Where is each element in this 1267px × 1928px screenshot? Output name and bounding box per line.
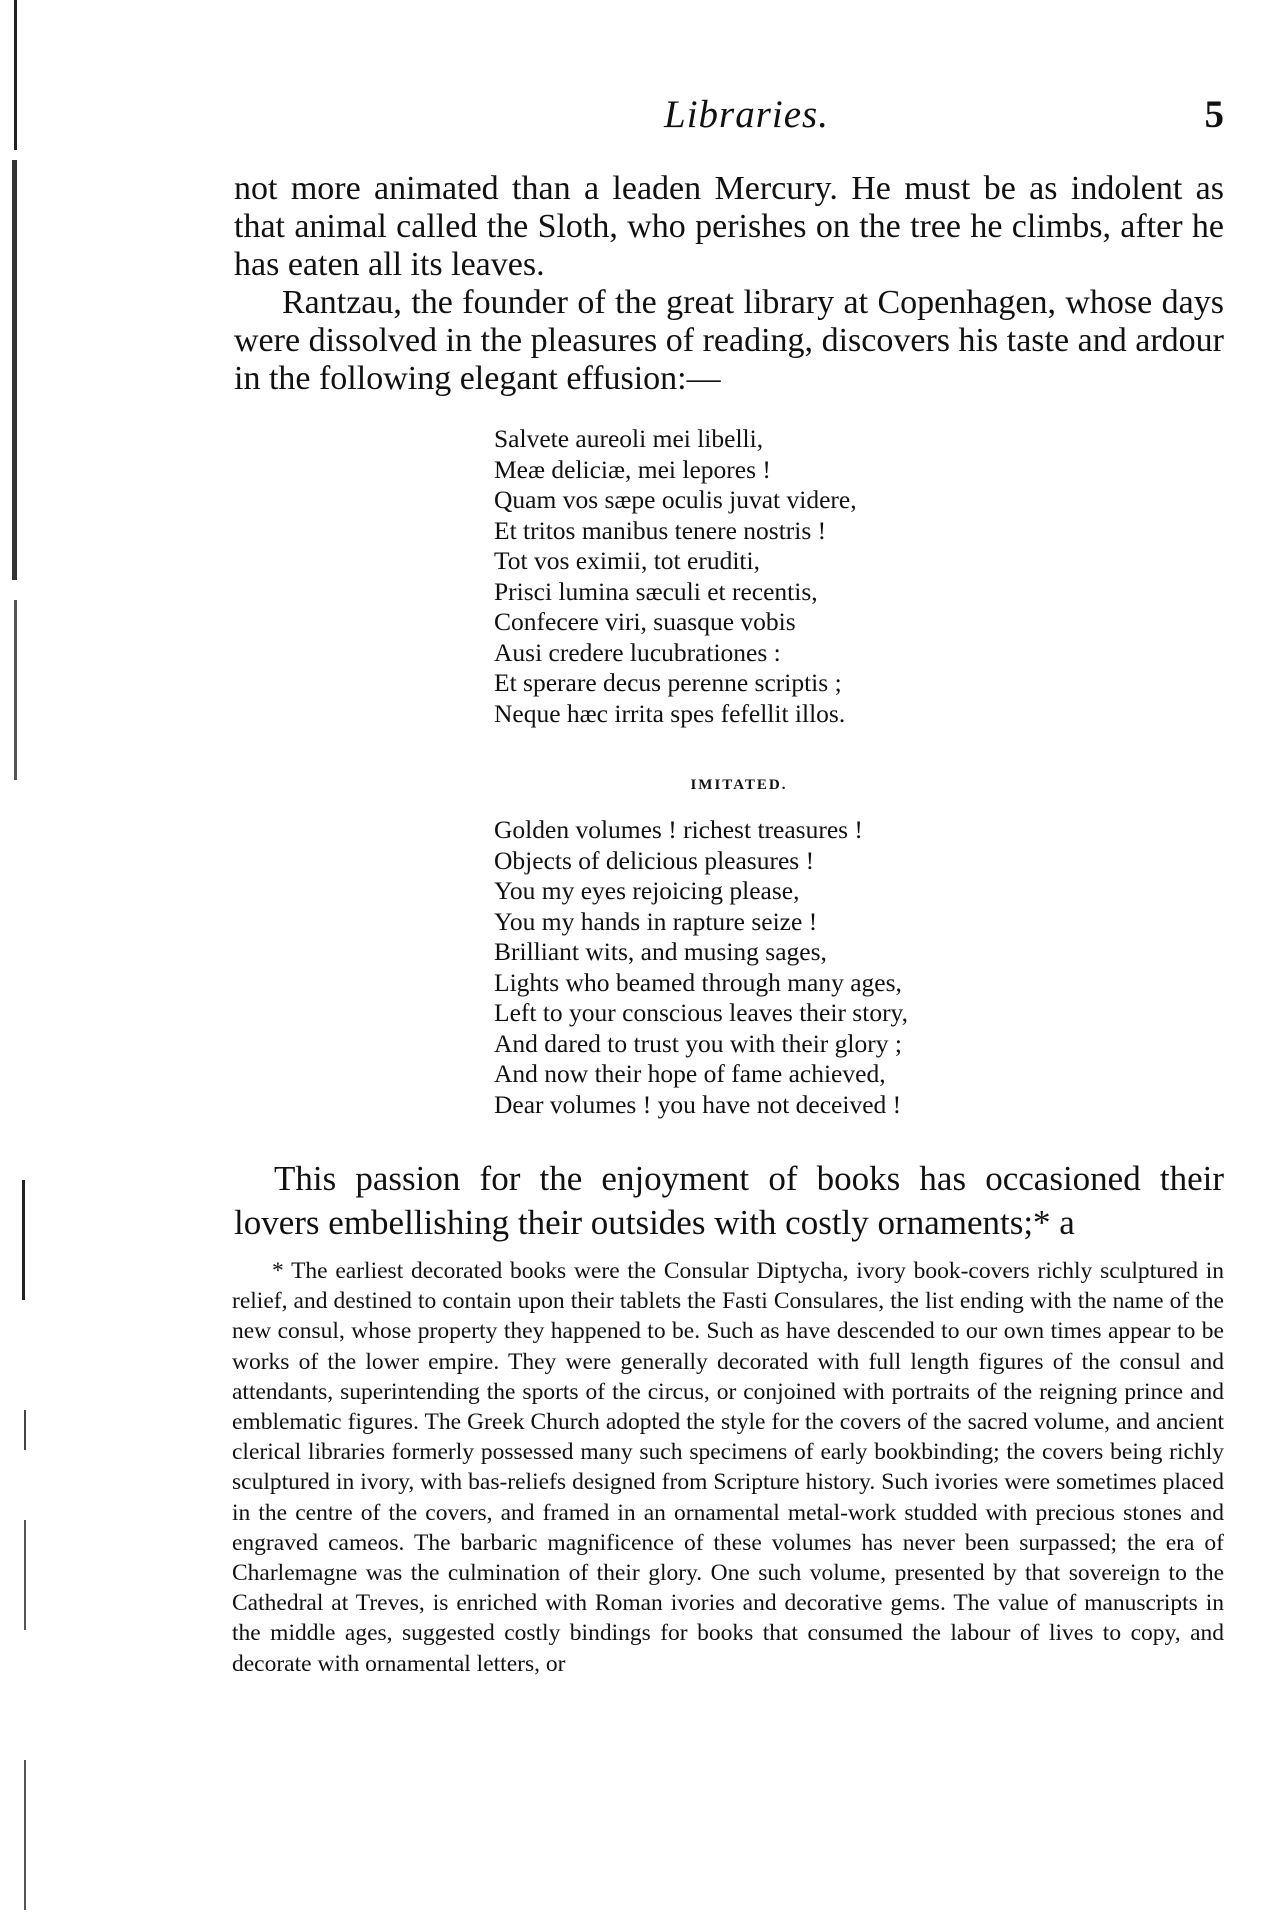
scan-edge-line (24, 1410, 26, 1450)
page-header (234, 92, 1224, 136)
poem-line: You my hands in rapture seize ! (494, 906, 818, 936)
english-poem (494, 815, 1214, 1120)
scan-edge-line (12, 160, 17, 580)
poem-line: Meæ deliciæ, mei lepores ! (494, 454, 771, 484)
scan-edge-line (24, 1760, 26, 1910)
poem-line: Dear volumes ! you have not deceived ! (494, 1089, 902, 1119)
poem-line: Golden volumes ! richest treasures ! (494, 815, 863, 844)
scan-edge-line (24, 1520, 26, 1630)
poem-line: Lights who beamed through many ages, (494, 967, 902, 997)
scan-edge-line (14, 0, 17, 150)
imitated-heading: IMITATED. (690, 777, 788, 793)
poem-line: Objects of delicious pleasures ! (494, 845, 815, 875)
latin-poem (494, 424, 1214, 729)
poem-line: Neque hæc irrita spes fefellit illos. (494, 698, 846, 728)
running-title: Libraries. (664, 93, 829, 136)
poem-line: Left to your conscious leaves their story, (494, 998, 909, 1027)
poem-line: Et tritos manibus tenere nostris ! (494, 515, 827, 545)
poem-line: Salvete aureoli mei libelli, (494, 424, 764, 453)
footnote: * The earliest decorated books were the Consular Diptycha, ivory book-covers richly sculptured in relief, and destined to contain upon their tablets the Fasti Consulares, the list ending with the name of the new consul, whose property they happened to be. Such as have descended to our own times appear to be works of the lower empire. They were generally decorated with full length figures of the consul and attendants, superintending the sports of the circus, or conjoined with portraits of the reigning prince and emblematic figures. The Greek Church adopted the style for the covers of the sacred volume, and ancient clerical libraries formerly possessed many such specimens of early bookbinding; the covers being richly sculptured in ivory, with bas-reliefs designed from Scripture history. Such ivories were sometimes placed in the centre of the covers, and framed in an ornamental metal-work studded with precious stones and engraved cameos. The barbaric magnificence of these volumes has never been surpassed; the era of Charlemagne was the culmination of their glory. One such volume, presented by that sovereign to the Cathedral at Treves, is enriched with Roman ivories and decorative gems. The value of manuscripts in the middle ages, suggested costly bindings for books that consumed the labour of lives to copy, and decorate with ornamental letters, or (232, 1258, 1224, 1677)
poem-line: Tot vos eximii, tot eruditi, (494, 546, 760, 575)
paragraph-passion: This passion for the enjoyment of books has occasioned their lovers embellishing their outsides with costly ornaments;* a (234, 1159, 1224, 1242)
page-number: 5 (1204, 93, 1224, 136)
paragraph-sloth: not more animated than a leaden Mercury. He must be as indolent as that animal called the Sloth, who perishes on the tree he climbs, after he has eaten all its leaves. (234, 170, 1224, 283)
scan-edge-line (14, 600, 17, 780)
poem-line: Ausi credere lucubrationes : (494, 637, 781, 667)
poem-line: You my eyes rejoicing please, (494, 876, 800, 905)
poem-line: Confecere viri, suasque vobis (494, 607, 796, 636)
poem-line: Brilliant wits, and musing sages, (494, 937, 827, 966)
poem-line: Quam vos sæpe oculis juvat videre, (494, 485, 857, 514)
poem-line: Et sperare decus perenne scriptis ; (494, 668, 842, 697)
paragraph-rantzau: Rantzau, the founder of the great library at Copenhagen, whose days were dissolved in the pleasures of reading, discovers his taste and ardour in the following elegant effusion:— (234, 284, 1224, 397)
scan-edge-line (22, 1180, 25, 1300)
poem-line: And now their hope of fame achieved, (494, 1059, 886, 1088)
poem-line: And dared to trust you with their glory ; (494, 1028, 902, 1058)
poem-line: Prisci lumina sæculi et recentis, (494, 576, 818, 606)
